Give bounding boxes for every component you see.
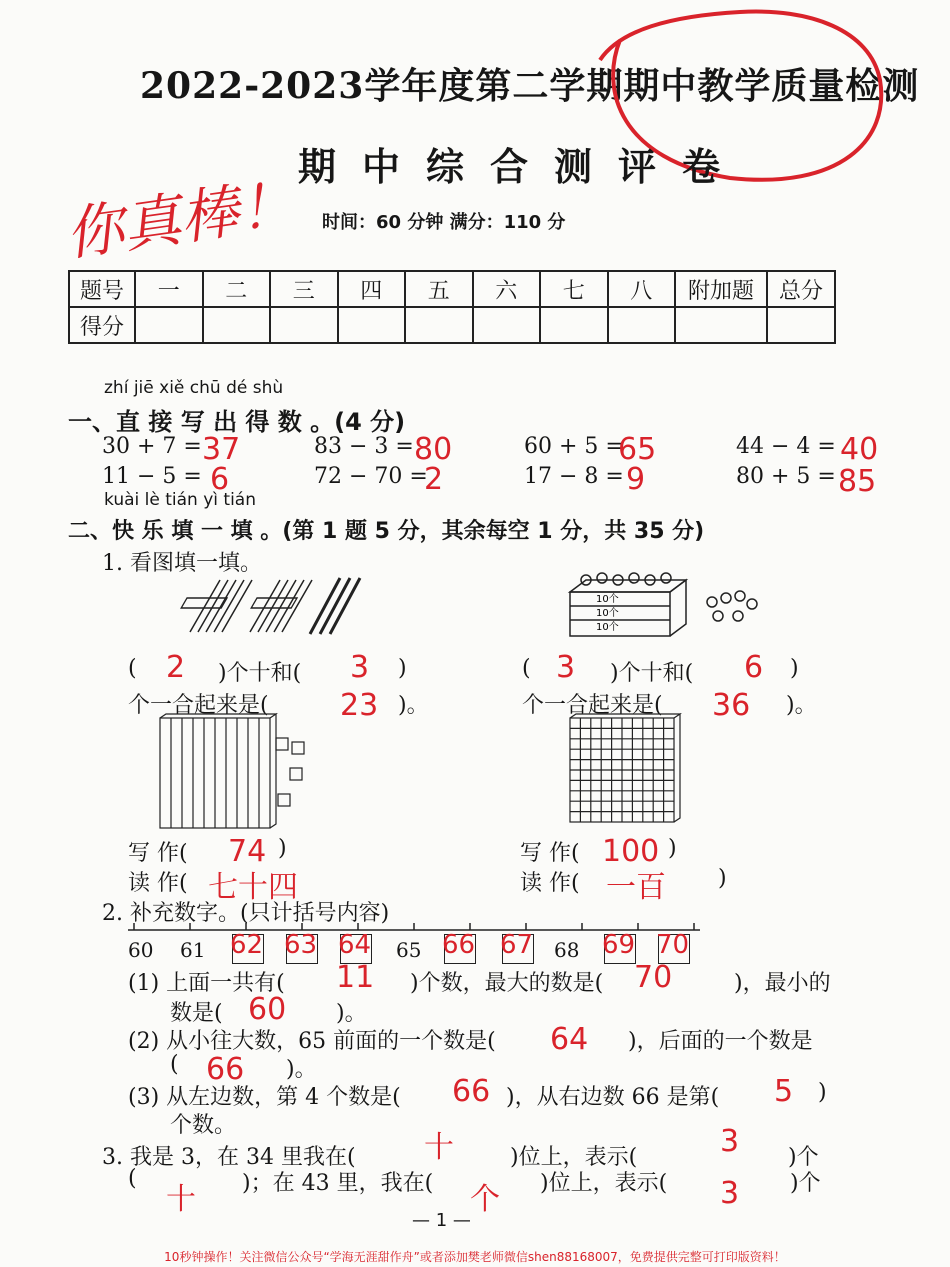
table-cell: 六: [473, 271, 541, 307]
table-cell: 得分: [69, 307, 135, 343]
answer: 62: [230, 930, 264, 960]
bundle-label: 10个: [596, 608, 619, 619]
text: (3) 从左边数，第 4 个数是(: [128, 1085, 401, 1110]
section2-pinyin: kuài lè tián yì tián: [104, 490, 256, 510]
text: )位上，表示(: [510, 1145, 638, 1170]
text: (1) 上面一共有(: [128, 971, 285, 996]
text: )位上，表示(: [540, 1171, 668, 1196]
paren-close: ): [790, 656, 799, 681]
answer: 66: [452, 1074, 491, 1109]
number-line-label: 60: [128, 938, 154, 962]
answer: 2: [166, 650, 186, 685]
read-label: 读 作(: [520, 871, 580, 896]
section2-title: 二、快 乐 填 一 填 。(第 1 题 5 分，其余每空 1 分，共 35 分): [68, 519, 705, 544]
text: )；在 43 里，我在(: [242, 1171, 434, 1196]
paren-open: (: [522, 656, 531, 681]
table-cell: 七: [540, 271, 608, 307]
text: ): [818, 1080, 827, 1105]
number-line-label: 68: [554, 938, 580, 962]
paren-close: ): [278, 836, 287, 861]
answer: 9: [626, 462, 646, 497]
answer: 十: [424, 1130, 454, 1165]
answer: 80: [414, 432, 453, 467]
table-cell: 三: [270, 271, 338, 307]
score-cell: [608, 307, 676, 343]
handwritten-praise: 你真棒！: [61, 169, 301, 269]
table-cell: 附加题: [675, 271, 767, 307]
hundred-square-image: [566, 712, 686, 832]
question: 30 + 7 =: [102, 434, 202, 459]
text: )。: [336, 1001, 367, 1026]
exam-subtitle: 期中综合测评卷: [298, 145, 747, 189]
table-cell: 四: [338, 271, 406, 307]
question: 11 − 5 =: [102, 464, 202, 489]
boxed-balls-image: [566, 572, 766, 642]
text: 3. 我是 3，在 34 里我在(: [102, 1145, 356, 1170]
table-cell: 二: [203, 271, 271, 307]
q1-label: 1. 看图填一填。: [102, 551, 262, 576]
table-cell: 五: [405, 271, 473, 307]
question: 72 − 70 =: [314, 464, 428, 489]
answer: 6: [744, 650, 764, 685]
text: (: [170, 1052, 179, 1077]
score-cell: [405, 307, 473, 343]
table-cell: 一: [135, 271, 203, 307]
answer: 23: [340, 688, 379, 723]
text: (: [128, 1166, 137, 1191]
bundled-sticks-image: [180, 572, 380, 642]
answer: 2: [424, 462, 444, 497]
score-cell: [270, 307, 338, 343]
answer: 63: [284, 930, 318, 960]
answer: 66: [442, 930, 476, 960]
text: )，从右边数 66 是第(: [506, 1085, 720, 1110]
answer: 66: [206, 1052, 245, 1087]
text: )，最小的: [734, 971, 831, 996]
answer: 一百: [606, 870, 666, 905]
score-cell: [767, 307, 835, 343]
score-table-score-row: [69, 307, 835, 343]
text: )个数，最大的数是(: [410, 971, 604, 996]
page-number: — 1 —: [412, 1210, 471, 1231]
answer: 40: [840, 432, 879, 467]
text: )，后面的一个数是: [628, 1029, 813, 1054]
text: 个数。: [170, 1113, 237, 1138]
score-cell: [473, 307, 541, 343]
answer: 个: [470, 1182, 500, 1217]
text: )个: [790, 1171, 821, 1196]
q2-label: 2. 补充数字。(只计括号内容): [102, 901, 390, 926]
read-label: 读 作(: [128, 871, 188, 896]
answer: 64: [338, 930, 372, 960]
answer: 3: [556, 650, 576, 685]
exam-title: 2022-2023学年度第二学期期中教学质量检测: [140, 65, 920, 107]
answer: 85: [838, 464, 877, 499]
text: )个十和(: [218, 661, 302, 686]
table-cell: 总分: [767, 271, 835, 307]
answer: 67: [500, 930, 534, 960]
answer: 37: [202, 432, 241, 467]
bundle-label: 10个: [596, 594, 619, 605]
text: )。: [286, 1057, 317, 1082]
text: )。: [786, 693, 817, 718]
answer: 69: [602, 930, 636, 960]
answer: 3: [720, 1176, 740, 1211]
number-line-label: 61: [180, 938, 206, 962]
answer: 11: [336, 960, 375, 995]
bundle-label: 10个: [596, 622, 619, 633]
answer: 十: [166, 1182, 196, 1217]
ten-rods-image: [156, 712, 316, 832]
paren-close: ): [668, 836, 677, 861]
answer: 64: [550, 1022, 589, 1057]
answer: 3: [720, 1124, 740, 1159]
answer: 74: [228, 834, 267, 869]
answer: 70: [634, 960, 673, 995]
text: 数是(: [170, 1001, 223, 1026]
text: 个一合起来是(: [128, 693, 269, 718]
answer: 100: [602, 834, 660, 869]
paren-close: ): [718, 866, 727, 891]
section1-pinyin: zhí jiē xiě chū dé shù: [104, 378, 284, 398]
score-cell: [338, 307, 406, 343]
answer: 6: [210, 462, 230, 497]
time-info: 时间：60 分钟 满分：110 分: [322, 212, 566, 233]
score-cell: [135, 307, 203, 343]
write-label: 写 作(: [520, 841, 580, 866]
section1-title: 一、直 接 写 出 得 数 。(4 分): [68, 408, 406, 436]
text: )。: [398, 693, 429, 718]
score-cell: [203, 307, 271, 343]
score-table-header-row: [69, 271, 835, 307]
paren-close: ): [398, 656, 407, 681]
question: 44 − 4 =: [736, 434, 836, 459]
answer: 70: [656, 930, 690, 960]
answer: 5: [774, 1074, 794, 1109]
score-table: [68, 270, 836, 344]
question: 80 + 5 =: [736, 464, 836, 489]
text: (2) 从小往大数，65 前面的一个数是(: [128, 1029, 496, 1054]
answer: 60: [248, 992, 287, 1027]
question: 60 + 5 =: [524, 434, 624, 459]
table-cell: 题号: [69, 271, 135, 307]
answer: 七十四: [208, 870, 298, 905]
paren-open: (: [128, 656, 137, 681]
footer-note: 10秒钟操作！关注微信公众号“学海无涯甜作舟”或者添加樊老师微信shen88168007，免费提供完整可打印版资料！: [164, 1250, 786, 1264]
text: 个一合起来是(: [522, 693, 663, 718]
score-cell: [540, 307, 608, 343]
answer: 65: [618, 432, 657, 467]
text: )个: [788, 1145, 819, 1170]
answer: 3: [350, 650, 370, 685]
question: 83 − 3 =: [314, 434, 414, 459]
text: )个十和(: [610, 661, 694, 686]
question: 17 − 8 =: [524, 464, 624, 489]
write-label: 写 作(: [128, 841, 188, 866]
table-cell: 八: [608, 271, 676, 307]
score-cell: [675, 307, 767, 343]
number-line-label: 65: [396, 938, 422, 962]
answer: 36: [712, 688, 751, 723]
